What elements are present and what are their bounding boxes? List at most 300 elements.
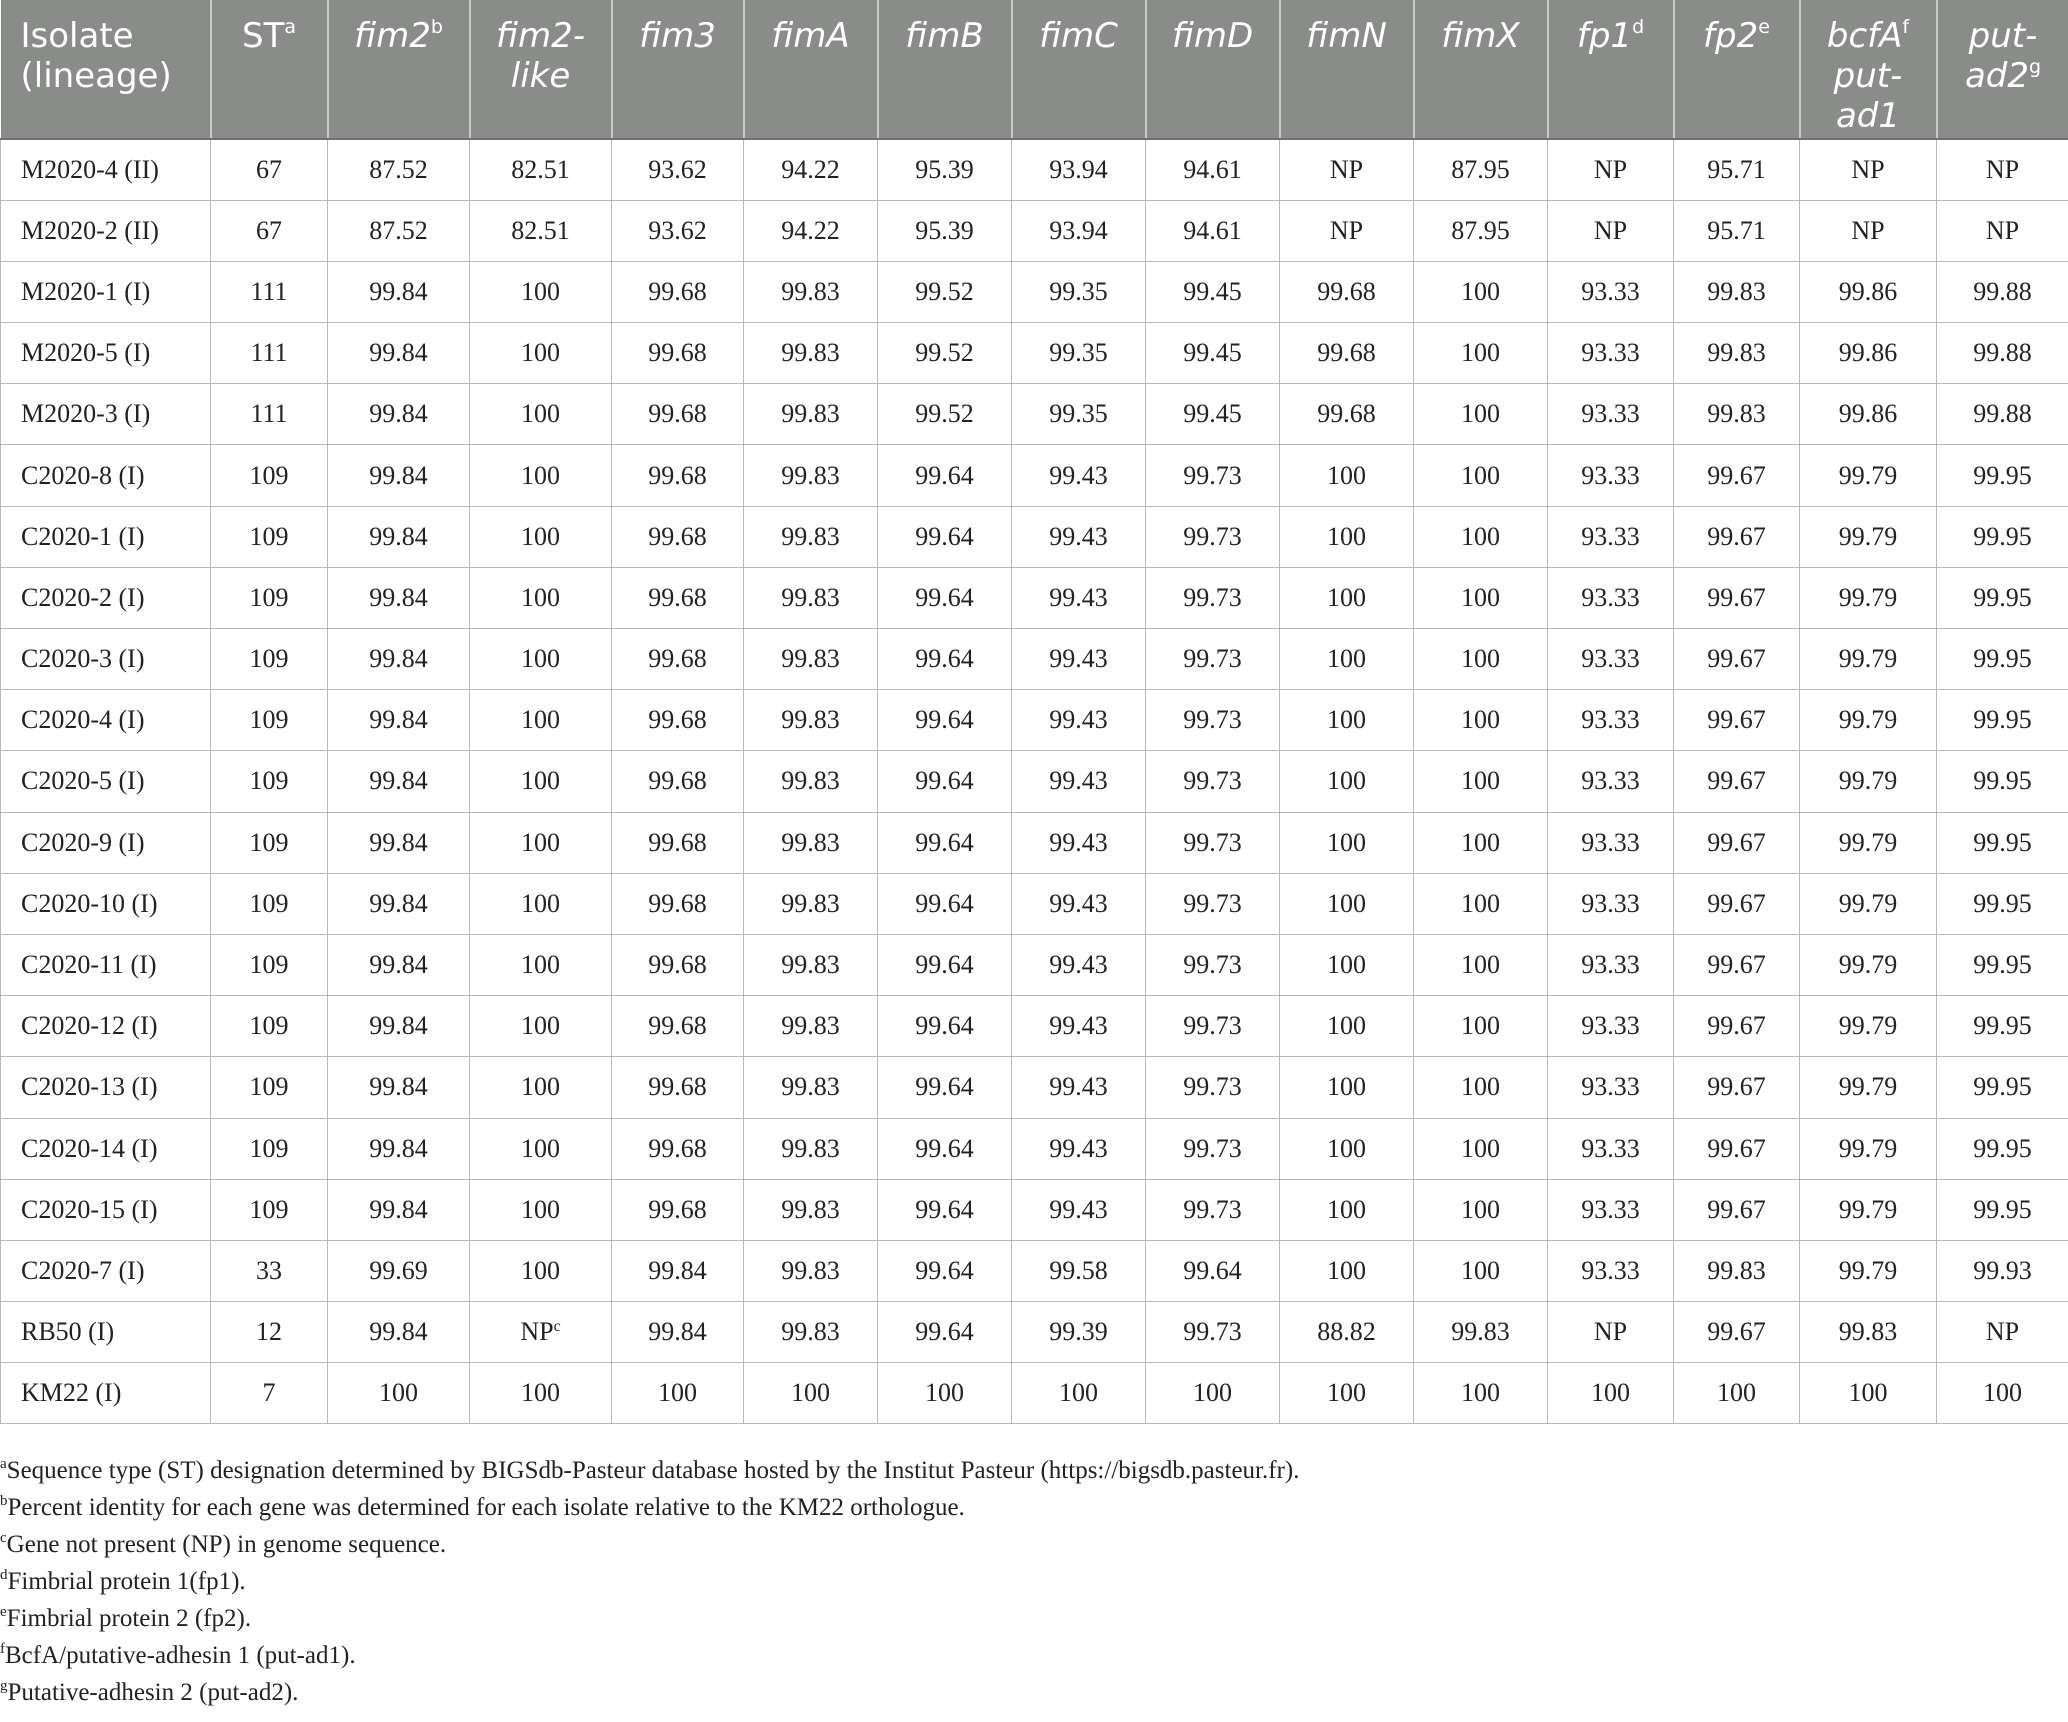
value-cell — [878, 1302, 1012, 1363]
cell-text: 99.79 — [1838, 582, 1898, 612]
value-cell — [1012, 690, 1146, 751]
value-cell — [1937, 323, 2068, 384]
table-row — [1, 200, 2068, 261]
value-cell — [328, 690, 470, 751]
value-cell — [1146, 261, 1280, 322]
value-cell — [1012, 812, 1146, 873]
value-cell — [1146, 996, 1280, 1057]
value-cell — [744, 1363, 878, 1424]
value-cell — [1012, 751, 1146, 812]
cell-text: 99.84 — [369, 644, 428, 674]
value-cell — [744, 200, 878, 261]
value-cell — [1800, 690, 1937, 751]
cell-text: 99.68 — [648, 521, 707, 551]
value-cell — [1937, 445, 2068, 506]
cell-text: 100 — [1327, 644, 1366, 674]
value-cell — [1012, 1118, 1146, 1179]
cell-text: 99.67 — [1707, 1317, 1766, 1347]
cell-text: 99.73 — [1183, 460, 1242, 490]
cell-text: 99.69 — [369, 1255, 428, 1285]
value-cell — [328, 629, 470, 690]
value-cell — [1280, 1302, 1414, 1363]
value-cell — [1146, 1302, 1280, 1363]
cell-text: 99.84 — [369, 1317, 428, 1347]
value-cell — [211, 629, 328, 690]
value-cell — [1414, 934, 1548, 995]
table-row — [1, 1057, 2068, 1118]
cell-text: 99.84 — [369, 1133, 428, 1163]
value-cell — [612, 996, 744, 1057]
value-cell — [612, 139, 744, 200]
value-cell — [1800, 873, 1937, 934]
cell-text: 99.84 — [369, 950, 428, 980]
cell-text: 99.83 — [1707, 1255, 1766, 1285]
value-cell — [1548, 445, 1674, 506]
value-cell — [328, 323, 470, 384]
value-cell — [470, 996, 612, 1057]
cell-text: 99.88 — [1973, 399, 2032, 429]
value-cell — [1146, 1240, 1280, 1301]
value-cell — [878, 873, 1012, 934]
value-cell — [1414, 1302, 1548, 1363]
cell-text: 100 — [1983, 1378, 2022, 1408]
value-cell — [878, 1118, 1012, 1179]
cell-text: 100 — [521, 705, 560, 735]
cell-text: 109 — [249, 1072, 289, 1102]
value-cell — [878, 934, 1012, 995]
cell-text: 99.68 — [648, 705, 707, 735]
cell-text: 99.95 — [1973, 1072, 2032, 1102]
cell-text: 100 — [1461, 1378, 1500, 1408]
value-cell — [1800, 139, 1937, 200]
value-cell — [744, 1179, 878, 1240]
cell-text: 99.84 — [369, 399, 428, 429]
value-cell — [1012, 629, 1146, 690]
footnote-text: BcfA/putative-adhesin 1 (put-ad1). — [5, 1642, 356, 1669]
cell-text: 99.79 — [1838, 1133, 1898, 1163]
cell-text: 99.79 — [1838, 766, 1898, 796]
cell-text: 100 — [1461, 1011, 1500, 1041]
value-cell — [1937, 812, 2068, 873]
value-cell — [470, 1118, 612, 1179]
cell-text: 99.73 — [1183, 827, 1242, 857]
cell-text: 99.52 — [915, 276, 974, 306]
cell-text: 82.51 — [511, 215, 570, 245]
cell-text: 99.64 — [915, 1011, 974, 1041]
value-cell — [1800, 751, 1937, 812]
column-header — [1, 0, 211, 139]
value-cell — [1146, 1363, 1280, 1424]
value-cell — [211, 567, 328, 628]
cell-text: C2020-5 (I) — [21, 766, 145, 796]
value-cell — [1800, 1240, 1937, 1301]
cell-text: 99.95 — [1973, 1194, 2032, 1224]
cell-text: 99.95 — [1973, 766, 2032, 796]
cell-text: 99.84 — [369, 827, 428, 857]
value-cell — [328, 934, 470, 995]
value-cell — [470, 1302, 612, 1363]
footnote-marker: g — [0, 1678, 8, 1694]
cell-text: 93.33 — [1581, 1255, 1640, 1285]
cell-text: 99.83 — [1838, 1317, 1898, 1347]
value-cell — [878, 200, 1012, 261]
cell-text: 99.79 — [1838, 1255, 1898, 1285]
value-cell — [211, 996, 328, 1057]
column-header-label: Isolate (lineage) — [20, 16, 172, 96]
value-cell — [612, 812, 744, 873]
cell-text: 99.67 — [1707, 1133, 1766, 1163]
cell-text: 100 — [925, 1378, 964, 1408]
cell-text: 99.84 — [369, 1072, 428, 1102]
cell-text: 99.84 — [369, 1011, 428, 1041]
cell-text: 99.93 — [1973, 1255, 2032, 1285]
footnote-text: Fimbrial protein 2 (fp2). — [6, 1605, 252, 1632]
cell-text: 93.33 — [1581, 582, 1640, 612]
value-cell — [1937, 996, 2068, 1057]
column-header-label: ST — [241, 16, 285, 56]
value-cell — [1414, 384, 1548, 445]
value-cell — [1548, 1118, 1674, 1179]
value-cell — [878, 567, 1012, 628]
cell-text: 99.68 — [648, 644, 707, 674]
cell-text: 100 — [521, 1072, 560, 1102]
value-cell — [1146, 445, 1280, 506]
value-cell — [612, 1179, 744, 1240]
value-cell — [1414, 812, 1548, 873]
cell-text: C2020-7 (I) — [21, 1255, 145, 1285]
cell-text: 99.83 — [1451, 1317, 1510, 1347]
value-cell — [1414, 1057, 1548, 1118]
cell-text: 99.84 — [369, 582, 428, 612]
column-header-label: fp2 — [1703, 16, 1759, 56]
cell-text: 94.22 — [781, 215, 840, 245]
cell-text: 93.33 — [1581, 1011, 1640, 1041]
cell-text: 99.79 — [1838, 888, 1898, 918]
footnote-marker: f — [1902, 16, 1910, 38]
value-cell — [1674, 751, 1800, 812]
value-cell — [1937, 690, 2068, 751]
cell-text: 109 — [249, 705, 289, 735]
value-cell — [744, 934, 878, 995]
cell-text: 100 — [1461, 338, 1500, 368]
value-cell — [878, 629, 1012, 690]
cell-text: 99.84 — [369, 766, 428, 796]
footnote-text: Percent identity for each gene was determined for each isolate relative to the KM22 orthologue. — [7, 1494, 965, 1521]
cell-text: 100 — [521, 766, 560, 796]
value-cell — [878, 1057, 1012, 1118]
cell-text: 93.33 — [1581, 888, 1640, 918]
cell-text: 99.67 — [1707, 582, 1766, 612]
value-cell — [1414, 690, 1548, 751]
value-cell — [878, 1240, 1012, 1301]
cell-text: 99.79 — [1838, 950, 1898, 980]
value-cell — [744, 323, 878, 384]
value-cell — [1012, 996, 1146, 1057]
cell-text: 99.84 — [369, 705, 428, 735]
value-cell — [878, 996, 1012, 1057]
cell-text: 100 — [1717, 1378, 1756, 1408]
cell-text: 99.68 — [648, 582, 707, 612]
cell-text: 93.94 — [1049, 154, 1108, 184]
value-cell — [470, 139, 612, 200]
value-cell — [612, 1057, 744, 1118]
value-cell — [1548, 1302, 1674, 1363]
value-cell — [1937, 1363, 2068, 1424]
value-cell — [211, 139, 328, 200]
cell-text: 100 — [791, 1378, 830, 1408]
value-cell — [1800, 1179, 1937, 1240]
value-cell — [1674, 812, 1800, 873]
isolate-cell — [1, 1240, 211, 1301]
cell-text: C2020-8 (I) — [21, 460, 145, 490]
value-cell — [1937, 200, 2068, 261]
table-row — [1, 261, 2068, 322]
value-cell — [1548, 1179, 1674, 1240]
cell-text: 100 — [1327, 1072, 1366, 1102]
cell-text: 12 — [256, 1317, 282, 1347]
value-cell — [1674, 1363, 1800, 1424]
isolate-cell — [1, 139, 211, 200]
cell-text: 99.79 — [1838, 827, 1898, 857]
table-row — [1, 567, 2068, 628]
value-cell — [1414, 200, 1548, 261]
value-cell — [211, 1240, 328, 1301]
value-cell — [744, 629, 878, 690]
value-cell — [1414, 567, 1548, 628]
value-cell — [1548, 690, 1674, 751]
cell-text: 100 — [1461, 1072, 1500, 1102]
cell-text: 99.95 — [1973, 1133, 2032, 1163]
cell-text: 99.52 — [915, 399, 974, 429]
value-cell — [1800, 323, 1937, 384]
value-cell — [1674, 1179, 1800, 1240]
cell-text: 100 — [521, 582, 560, 612]
cell-text: 99.67 — [1707, 1011, 1766, 1041]
cell-text: 99.43 — [1049, 766, 1108, 796]
cell-text: NP — [1593, 154, 1628, 184]
cell-text: 100 — [1327, 1255, 1366, 1285]
value-cell — [878, 1179, 1012, 1240]
cell-text: 109 — [249, 582, 289, 612]
cell-text: 99.73 — [1183, 705, 1242, 735]
footnote — [0, 1674, 2068, 1711]
value-cell — [328, 139, 470, 200]
footnote — [0, 1563, 2068, 1600]
table-row — [1, 996, 2068, 1057]
value-cell — [1012, 873, 1146, 934]
table-row — [1, 1118, 2068, 1179]
value-cell — [612, 1118, 744, 1179]
cell-text: 100 — [521, 1011, 560, 1041]
cell-text: 99.64 — [915, 766, 974, 796]
column-header — [612, 0, 744, 139]
value-cell — [1548, 261, 1674, 322]
value-cell — [1674, 323, 1800, 384]
isolate-cell — [1, 996, 211, 1057]
value-cell — [211, 934, 328, 995]
value-cell — [612, 567, 744, 628]
value-cell — [1937, 1302, 2068, 1363]
cell-text: 99.88 — [1973, 338, 2032, 368]
cell-text: 100 — [1327, 705, 1366, 735]
isolate-cell — [1, 629, 211, 690]
footnote-marker: d — [0, 1567, 8, 1583]
cell-text: 99.79 — [1838, 1194, 1898, 1224]
value-cell — [211, 384, 328, 445]
cell-text: 99.68 — [648, 766, 707, 796]
value-cell — [1414, 445, 1548, 506]
value-cell — [211, 1302, 328, 1363]
cell-text: 33 — [256, 1255, 282, 1285]
value-cell — [328, 1118, 470, 1179]
cell-text: 99.45 — [1183, 399, 1242, 429]
value-cell — [1548, 1240, 1674, 1301]
cell-text: 99.79 — [1838, 1011, 1898, 1041]
cell-text: 93.62 — [648, 154, 707, 184]
table-row — [1, 139, 2068, 200]
value-cell — [470, 1363, 612, 1424]
footnote-text: Sequence type (ST) designation determined by BIGSdb-Pasteur database hosted by the Institut Pasteur (https://bigsdb.pasteur.fr). — [6, 1457, 1300, 1484]
value-cell — [612, 506, 744, 567]
cell-text: 99.84 — [369, 888, 428, 918]
value-cell — [1800, 934, 1937, 995]
cell-text: 100 — [521, 460, 560, 490]
value-cell — [470, 629, 612, 690]
value-cell — [1548, 934, 1674, 995]
column-header-label: fim2-like — [496, 16, 585, 96]
cell-text: 99.68 — [648, 1072, 707, 1102]
table-row — [1, 1302, 2068, 1363]
cell-text: 100 — [521, 950, 560, 980]
isolate-cell — [1, 261, 211, 322]
value-cell — [612, 1302, 744, 1363]
cell-text: 99.43 — [1049, 521, 1108, 551]
value-cell — [744, 139, 878, 200]
value-cell — [1674, 200, 1800, 261]
column-header — [878, 0, 1012, 139]
value-cell — [1414, 751, 1548, 812]
column-header-label: fp1 — [1576, 16, 1633, 56]
value-cell — [211, 873, 328, 934]
cell-text: C2020-2 (I) — [21, 582, 145, 612]
value-cell — [211, 751, 328, 812]
cell-text: C2020-3 (I) — [21, 644, 145, 674]
cell-text: 100 — [521, 644, 560, 674]
value-cell — [1548, 139, 1674, 200]
cell-text: 99.95 — [1973, 888, 2032, 918]
cell-text: 99.67 — [1707, 827, 1766, 857]
value-cell — [1414, 323, 1548, 384]
cell-text: 99.67 — [1707, 521, 1766, 551]
value-cell — [1937, 934, 2068, 995]
value-cell — [211, 323, 328, 384]
cell-text: 93.94 — [1049, 215, 1108, 245]
cell-text: 99.73 — [1183, 888, 1242, 918]
cell-text: 99.64 — [915, 705, 974, 735]
cell-text: 100 — [1327, 1011, 1366, 1041]
value-cell — [1012, 934, 1146, 995]
cell-text: 100 — [1848, 1378, 1888, 1408]
cell-text: 93.33 — [1581, 399, 1640, 429]
value-cell — [1146, 1179, 1280, 1240]
cell-text: 99.43 — [1049, 582, 1108, 612]
value-cell — [1414, 873, 1548, 934]
value-cell — [1937, 261, 2068, 322]
cell-text: 99.68 — [648, 888, 707, 918]
value-cell — [1146, 629, 1280, 690]
value-cell — [1414, 1179, 1548, 1240]
table-row — [1, 812, 2068, 873]
value-cell — [470, 812, 612, 873]
value-cell — [612, 690, 744, 751]
cell-text: 93.33 — [1581, 521, 1640, 551]
cell-text: NP — [1593, 1317, 1628, 1347]
cell-text: 99.45 — [1183, 338, 1242, 368]
value-cell — [744, 445, 878, 506]
footnote-marker: f — [0, 1641, 5, 1657]
cell-text: 93.33 — [1581, 705, 1640, 735]
table-row — [1, 384, 2068, 445]
cell-text: 99.68 — [1317, 399, 1376, 429]
cell-text: 99.84 — [648, 1255, 707, 1285]
cell-text: 99.67 — [1707, 460, 1766, 490]
cell-text: 99.43 — [1049, 1011, 1108, 1041]
value-cell — [470, 873, 612, 934]
cell-text: 99.73 — [1183, 1133, 1242, 1163]
cell-text: 95.71 — [1707, 215, 1766, 245]
cell-text: RB50 (I) — [21, 1317, 115, 1347]
value-cell — [1012, 200, 1146, 261]
cell-text: 100 — [1461, 950, 1500, 980]
column-header — [744, 0, 878, 139]
cell-text: 93.33 — [1581, 950, 1640, 980]
column-header — [1674, 0, 1800, 139]
cell-text: 99.64 — [1183, 1255, 1242, 1285]
cell-text: 99.86 — [1838, 276, 1898, 306]
value-cell — [1012, 445, 1146, 506]
cell-text: 100 — [658, 1378, 697, 1408]
cell-text: 94.61 — [1183, 215, 1242, 245]
value-cell — [1937, 139, 2068, 200]
value-cell — [744, 751, 878, 812]
cell-text: 100 — [1461, 1133, 1500, 1163]
column-header — [1012, 0, 1146, 139]
value-cell — [1937, 1118, 2068, 1179]
value-cell — [1414, 1118, 1548, 1179]
cell-text: 99.64 — [915, 582, 974, 612]
cell-text: 99.95 — [1973, 827, 2032, 857]
value-cell — [878, 445, 1012, 506]
cell-text: 99.73 — [1183, 644, 1242, 674]
value-cell — [1280, 1179, 1414, 1240]
value-cell — [1548, 1363, 1674, 1424]
cell-text: M2020-4 (II) — [21, 154, 159, 184]
column-header-label: fimN — [1306, 16, 1387, 56]
value-cell — [470, 567, 612, 628]
table-row — [1, 323, 2068, 384]
isolate-cell — [1, 200, 211, 261]
footnote-marker: c — [553, 1318, 561, 1336]
cell-text: 93.33 — [1581, 276, 1640, 306]
cell-text: 99.64 — [915, 644, 974, 674]
value-cell — [1548, 200, 1674, 261]
value-cell — [328, 1240, 470, 1301]
value-cell — [878, 139, 1012, 200]
cell-text: 93.62 — [648, 215, 707, 245]
cell-text: 99.52 — [915, 338, 974, 368]
header-row — [1, 0, 2068, 139]
cell-text: 100 — [521, 1194, 560, 1224]
